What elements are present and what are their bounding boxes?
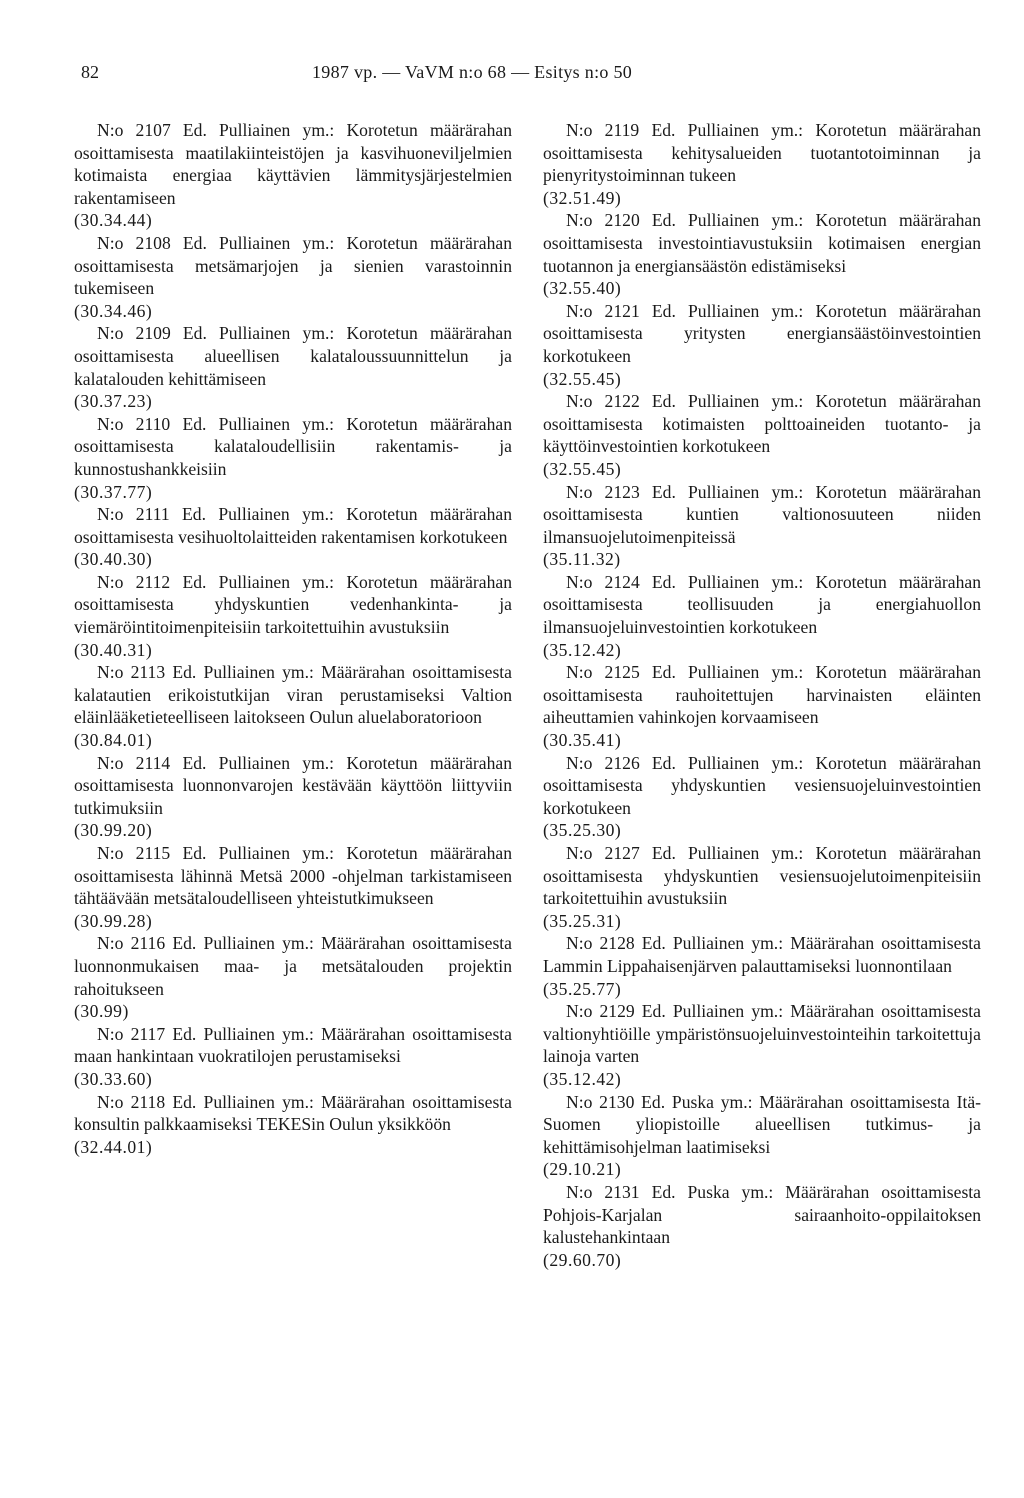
budget-code: (30.84.01) bbox=[74, 730, 153, 751]
budget-code: (30.40.30) bbox=[74, 549, 153, 570]
budget-code: (30.37.77) bbox=[74, 481, 153, 502]
budget-code: (32.55.45) bbox=[543, 458, 622, 479]
initiative-entry bbox=[543, 1091, 981, 1181]
page-number: 82 bbox=[81, 62, 99, 82]
budget-code: (30.37.23) bbox=[74, 391, 153, 412]
initiative-entry bbox=[543, 1181, 981, 1271]
initiative-text: N:o 2117 Ed. Pulliainen ym.: Määrärahan osoittamisesta maan hankintaan vuokratilojen perustamiseksi bbox=[74, 1023, 512, 1067]
initiative-text: N:o 2121 Ed. Pulliainen ym.: Korotetun määrärahan osoittamisesta yritysten energiansäästöinvestointien korkotukeen bbox=[543, 300, 981, 366]
initiative-text: N:o 2111 Ed. Pulliainen ym.: Korotetun määrärahan osoittamisesta vesihuoltolaitteiden rakentamisen korkotukeen bbox=[74, 504, 512, 547]
initiative-text: N:o 2128 Ed. Pulliainen ym.: Määrärahan osoittamisesta Lammin Lippahaisenjärven palauttamiseksi luonnontilaan bbox=[543, 933, 981, 976]
initiative-entry bbox=[74, 232, 512, 322]
budget-code: (35.25.31) bbox=[543, 910, 622, 931]
initiative-text: N:o 2123 Ed. Pulliainen ym.: Korotetun määrärahan osoittamisesta kuntien valtionosuuteen niiden ilmansuojelutoimenpiteissä bbox=[543, 481, 981, 547]
initiative-text: N:o 2119 Ed. Pulliainen ym.: Korotetun määrärahan osoittamisesta kehitysalueiden tuotantotoiminnan ja pienyritystoiminnan tukeen bbox=[543, 120, 981, 186]
initiative-text: N:o 2116 Ed. Pulliainen ym.: Määrärahan osoittamisesta luonnonmukaisen maa- ja metsätalouden projektin rahoitukseen bbox=[74, 933, 512, 999]
budget-code: (30.34.44) bbox=[74, 210, 153, 231]
budget-code: (32.44.01) bbox=[74, 1136, 153, 1157]
budget-code: (35.11.32) bbox=[543, 549, 621, 570]
budget-code: (29.10.21) bbox=[543, 1159, 622, 1180]
budget-code: (30.35.41) bbox=[543, 730, 622, 751]
initiative-entry bbox=[74, 1091, 512, 1159]
initiative-entry bbox=[74, 661, 512, 751]
initiative-entry bbox=[543, 1000, 981, 1090]
initiative-entry bbox=[74, 413, 512, 503]
initiative-text: N:o 2131 Ed. Puska ym.: Määrärahan osoittamisesta Pohjois-Karjalan sairaanhoito-oppilaitoksen kalustehankintaan bbox=[543, 1181, 981, 1248]
initiative-entry bbox=[74, 322, 512, 412]
initiative-text: N:o 2126 Ed. Pulliainen ym.: Korotetun määrärahan osoittamisesta yhdyskuntien vesiensuojeluinvestointien korkotukeen bbox=[543, 752, 981, 818]
initiative-text: N:o 2118 Ed. Pulliainen ym.: Määrärahan osoittamisesta konsultin palkkaamiseksi TEKESin Oulun yksikköön bbox=[74, 1091, 512, 1135]
initiative-text: N:o 2114 Ed. Pulliainen ym.: Korotetun määrärahan osoittamisesta luonnonvarojen kestävään käyttöön liittyviin tutkimuksiin bbox=[74, 752, 512, 818]
initiative-text: N:o 2108 Ed. Pulliainen ym.: Korotetun määrärahan osoittamisesta metsämarjojen ja sienien varastoinnin tukemiseen bbox=[74, 232, 512, 299]
initiative-text: N:o 2110 Ed. Pulliainen ym.: Korotetun määrärahan osoittamisesta kalataloudellisiin rakentamis- ja kunnostushankkeisiin bbox=[74, 413, 512, 479]
initiative-text: N:o 2112 Ed. Pulliainen ym.: Korotetun määrärahan osoittamisesta yhdyskuntien vedenhankinta- ja viemäröintitoimenpiteisiin tarkoitettuihin avustuksiin bbox=[74, 571, 512, 638]
right-column bbox=[543, 119, 981, 1271]
left-column bbox=[74, 119, 512, 1158]
initiative-entry bbox=[74, 503, 512, 571]
initiative-entry bbox=[543, 752, 981, 842]
initiative-text: N:o 2107 Ed. Pulliainen ym.: Korotetun määrärahan osoittamisesta maatilakiinteistöjen ja kasvihuoneviljelmien kotimaista energiaa käyttävien lämmitysjärjestelmien rakentamiseen bbox=[74, 120, 512, 208]
initiative-entry bbox=[74, 932, 512, 1022]
running-header: 1987 vp. — VaVM n:o 68 — Esitys n:o 50 bbox=[312, 62, 633, 82]
initiative-entry bbox=[543, 932, 981, 1000]
budget-code: (32.51.49) bbox=[543, 187, 622, 208]
initiative-text: N:o 2120 Ed. Pulliainen ym.: Korotetun määrärahan osoittamisesta investointiavustuksiin kotimaisen energian tuotannon ja energiansäästön edistämiseksi bbox=[543, 210, 981, 276]
initiative-entry bbox=[543, 661, 981, 751]
initiative-entry bbox=[74, 1023, 512, 1091]
initiative-text: N:o 2109 Ed. Pulliainen ym.: Korotetun määrärahan osoittamisesta alueellisen kalataloussuunnittelun ja kalatalouden kehittämiseen bbox=[74, 323, 512, 389]
initiative-text: N:o 2122 Ed. Pulliainen ym.: Korotetun määrärahan osoittamisesta kotimaisten polttoaineiden tuotanto- ja käyttöinvestointien korkotukeen bbox=[543, 391, 981, 457]
initiative-entry bbox=[543, 390, 981, 480]
initiative-entry bbox=[543, 842, 981, 932]
budget-code: (32.55.45) bbox=[543, 368, 622, 389]
budget-code: (35.12.42) bbox=[543, 639, 622, 660]
initiative-text: N:o 2130 Ed. Puska ym.: Määrärahan osoittamisesta Itä-Suomen yliopistoille alueellisen tutkimus- ja kehittämisohjelman laatimiseksi bbox=[543, 1091, 981, 1157]
budget-code: (30.99.20) bbox=[74, 820, 153, 841]
initiative-entry bbox=[74, 842, 512, 932]
budget-code: (35.25.30) bbox=[543, 820, 622, 841]
budget-code: (30.34.46) bbox=[74, 300, 153, 321]
budget-code: (30.40.31) bbox=[74, 639, 153, 660]
initiative-text: N:o 2113 Ed. Pulliainen ym.: Määrärahan osoittamisesta kalatautien erikoistutkijan viran perustamiseksi Valtion eläinlääketieteelliseen laitokseen Oulun aluelaboratorioon bbox=[74, 662, 512, 728]
initiative-text: N:o 2129 Ed. Pulliainen ym.: Määrärahan osoittamisesta valtionyhtiöille ympäristönsuojeluinvestointeihin tarkoitettuja lainoja varten bbox=[543, 1001, 981, 1067]
initiative-entry bbox=[74, 571, 512, 661]
initiative-text: N:o 2115 Ed. Pulliainen ym.: Korotetun määrärahan osoittamisesta lähinnä Metsä 2000 -ohjelman tarkistamiseen tähtäävään metsätaloudelliseen yhteistutkimukseen bbox=[74, 843, 512, 909]
budget-code: (30.33.60) bbox=[74, 1068, 153, 1089]
initiative-entry bbox=[74, 119, 512, 232]
initiative-entry bbox=[543, 300, 981, 390]
budget-code: (35.12.42) bbox=[543, 1068, 622, 1089]
budget-code: (30.99.28) bbox=[74, 910, 153, 931]
initiative-entry bbox=[543, 119, 981, 209]
budget-code: (32.55.40) bbox=[543, 278, 622, 299]
initiative-text: N:o 2127 Ed. Pulliainen ym.: Korotetun määrärahan osoittamisesta yhdyskuntien vesiensuojelutoimenpiteisiin tarkoitettuihin avustuksiin bbox=[543, 843, 981, 909]
budget-code: (35.25.77) bbox=[543, 978, 622, 999]
budget-code: (29.60.70) bbox=[543, 1249, 622, 1270]
budget-code: (30.99) bbox=[74, 1001, 129, 1022]
initiative-entry bbox=[543, 209, 981, 299]
initiative-entry bbox=[543, 481, 981, 571]
initiative-text: N:o 2124 Ed. Pulliainen ym.: Korotetun määrärahan osoittamisesta teollisuuden ja energiahuollon ilmansuojeluinvestointien korkotukeen bbox=[543, 571, 981, 638]
initiative-entry bbox=[543, 571, 981, 661]
initiative-text: N:o 2125 Ed. Pulliainen ym.: Korotetun määrärahan osoittamisesta rauhoitettujen harvinaisten eläinten aiheuttamien vahinkojen korvaamiseen bbox=[543, 662, 981, 728]
initiative-entry bbox=[74, 752, 512, 842]
